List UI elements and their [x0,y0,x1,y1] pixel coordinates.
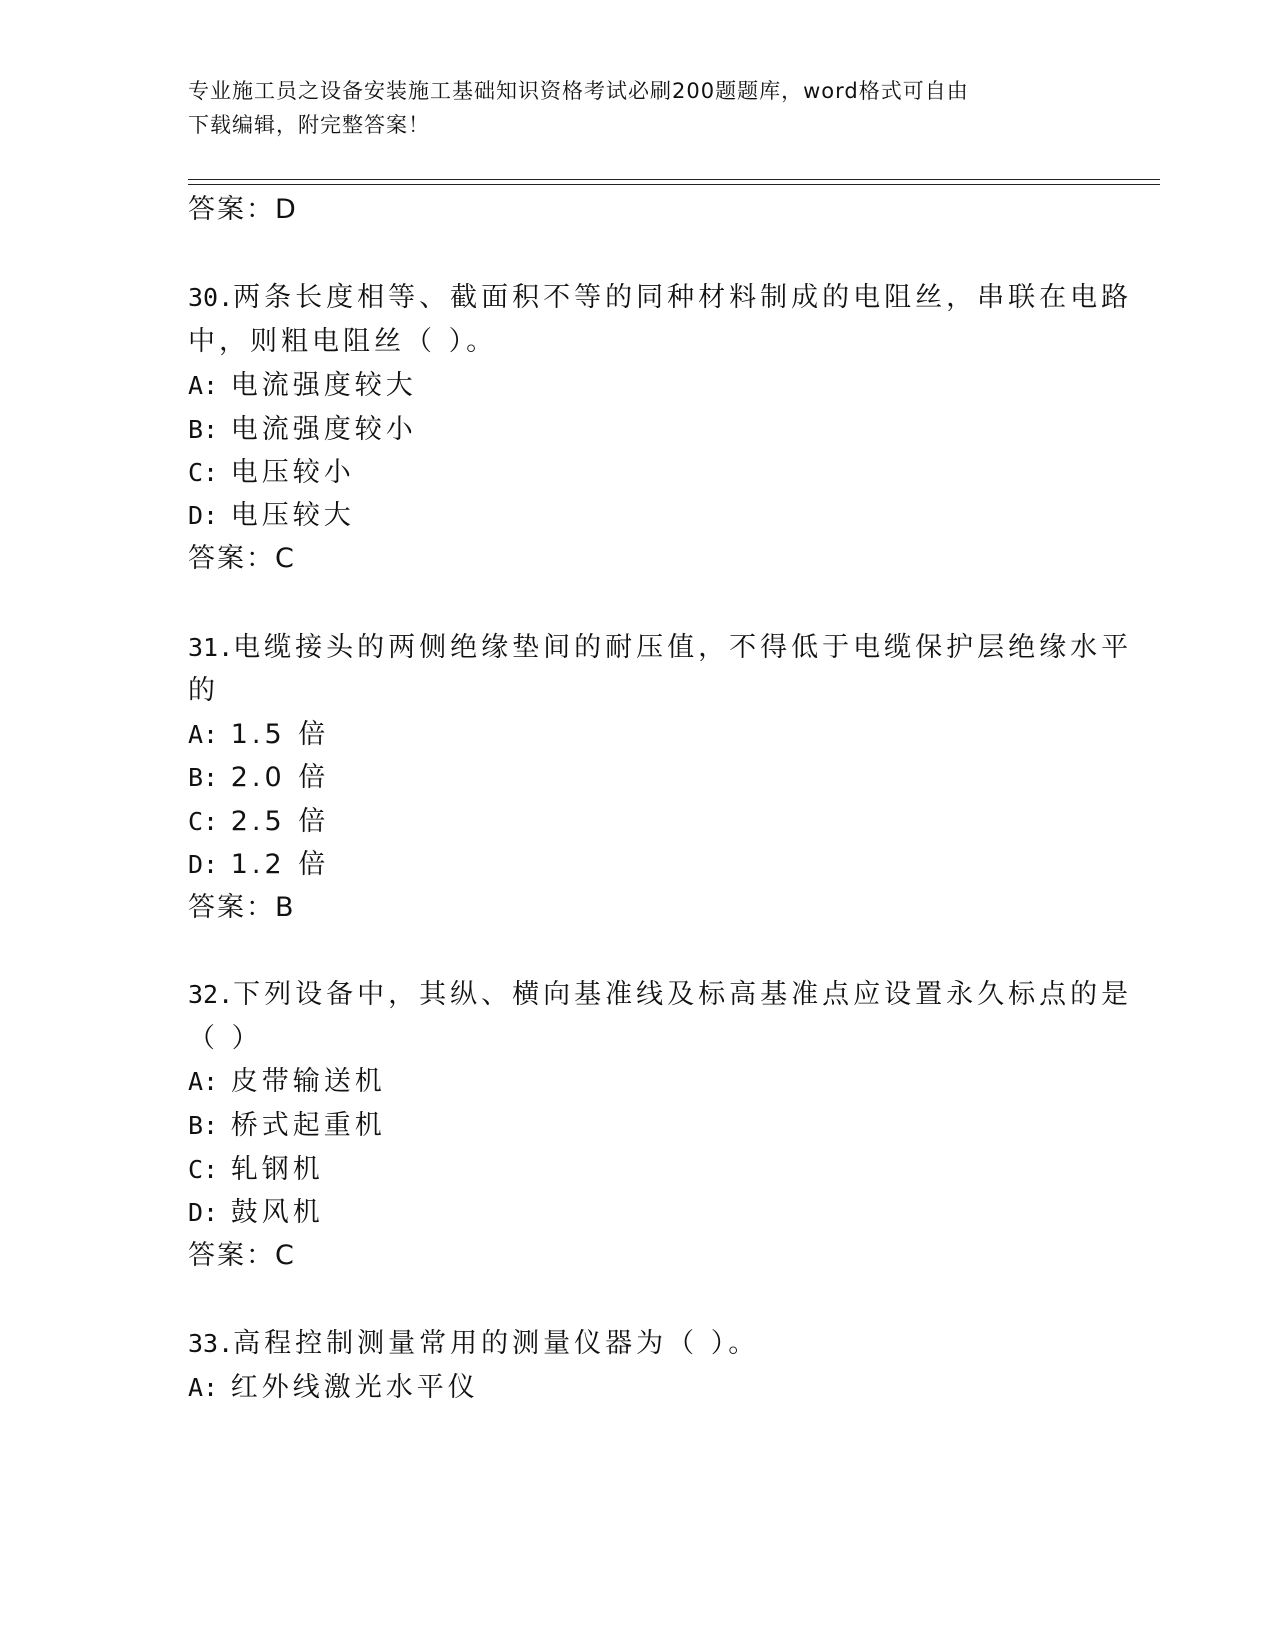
option-letter: A: [188,371,219,400]
question-30-option-c [188,455,355,491]
header-line-2: 下载编辑，附完整答案！ [188,113,430,137]
question-number: 33. [188,1329,234,1358]
question-31-line-1 [188,630,1132,666]
option-text: 1.2 倍 [230,849,330,880]
question-text: 高程控制测量常用的测量仪器为（ ）。 [233,1328,760,1359]
question-30-option-b [188,412,417,448]
option-text: 轧钢机 [230,1154,324,1185]
option-text: 皮带输送机 [230,1066,386,1097]
option-letter: C: [188,807,219,836]
question-32-option-b [188,1108,386,1144]
option-letter: B: [188,415,219,444]
question-31-option-d [188,847,329,883]
question-number: 32. [188,980,234,1009]
option-text: 电压较小 [230,457,355,488]
option-text: 鼓风机 [230,1197,324,1228]
question-32-line-1 [188,977,1132,1013]
option-letter: A: [188,720,219,749]
option-letter: B: [188,763,219,792]
question-text: 两条长度相等、截面积不等的同种材料制成的电阻丝，串联在电路 [233,282,1133,313]
header-rule-bottom [188,184,1160,185]
header-line-1: 专业施工员之设备安装施工基础知识资格考试必刷200题题库，word格式可自由 [188,79,969,103]
option-letter: B: [188,1111,219,1140]
option-text: 电压较大 [230,500,355,531]
option-letter: D: [188,1198,219,1227]
option-letter: A: [188,1373,219,1402]
question-32-line-2: （ ） [188,1023,263,1054]
question-31-answer: 答案：B [188,892,296,923]
question-text: 电缆接头的两侧绝缘垫间的耐压值，不得低于电缆保护层绝缘水平 [233,632,1133,663]
option-text: 2.0 倍 [230,762,330,793]
question-30-answer: 答案：C [188,543,296,574]
document-header [188,74,1068,142]
option-text: 1.5 倍 [230,719,330,750]
option-text: 电流强度较小 [230,414,417,445]
question-31-option-c [188,804,329,840]
option-text: 桥式起重机 [230,1110,386,1141]
option-letter: A: [188,1067,219,1096]
question-32-option-d [188,1195,324,1231]
question-number: 30. [188,283,234,312]
option-text: 红外线激光水平仪 [230,1372,479,1403]
question-number: 31. [188,633,234,662]
question-33-line-1 [188,1326,759,1362]
question-32-answer: 答案：C [188,1240,296,1271]
option-letter: C: [188,458,219,487]
option-text: 电流强度较大 [230,370,417,401]
option-text: 2.5 倍 [230,806,330,837]
question-30-option-d [188,498,355,534]
question-31-option-b [188,760,329,796]
question-33-option-a [188,1370,479,1406]
option-letter: D: [188,501,219,530]
question-text: 下列设备中，其纵、横向基准线及标高基准点应设置永久标点的是 [233,979,1133,1010]
question-32-option-a [188,1064,386,1100]
question-32-option-c [188,1152,324,1188]
question-31-option-a [188,717,329,753]
option-letter: D: [188,850,219,879]
option-letter: C: [188,1155,219,1184]
answer-previous: 答案：D [188,194,298,225]
question-30-option-a [188,368,417,404]
question-31-line-2: 的 [188,675,219,706]
question-30-line-2: 中，则粗电阻丝（ ）。 [188,326,498,357]
header-rule-top [188,179,1160,180]
question-30-line-1 [188,280,1132,316]
